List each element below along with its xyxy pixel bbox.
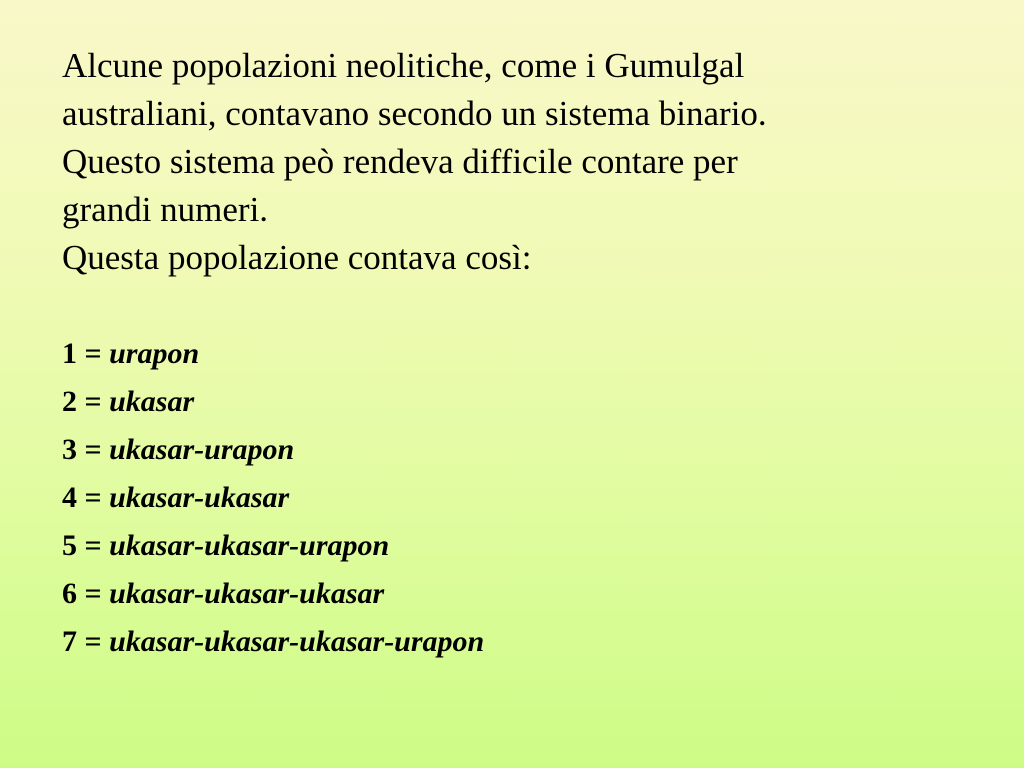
count-number: 6 = bbox=[62, 577, 102, 610]
count-row-7 bbox=[62, 618, 992, 666]
intro-line-3: Questo sistema peò rendeva difficile contare per bbox=[62, 142, 738, 181]
count-word: ukasar-ukasar-urapon bbox=[109, 529, 390, 562]
count-word: ukasar-ukasar-ukasar-urapon bbox=[109, 625, 485, 658]
count-word: ukasar bbox=[109, 385, 195, 418]
count-row-4 bbox=[62, 474, 992, 522]
count-number: 2 = bbox=[62, 385, 102, 418]
slide-content bbox=[62, 42, 992, 666]
count-number: 1 = bbox=[62, 337, 102, 370]
count-row-2 bbox=[62, 378, 992, 426]
count-number: 5 = bbox=[62, 529, 102, 562]
count-row-3 bbox=[62, 426, 992, 474]
count-row-5 bbox=[62, 522, 992, 570]
count-number: 7 = bbox=[62, 625, 102, 658]
count-number: 4 = bbox=[62, 481, 102, 514]
count-number: 3 = bbox=[62, 433, 102, 466]
count-row-6 bbox=[62, 570, 992, 618]
count-word: ukasar-ukasar-ukasar bbox=[109, 577, 385, 610]
count-word: ukasar-urapon bbox=[109, 433, 295, 466]
blank-line bbox=[62, 282, 992, 330]
intro-line-2: australiani, contavano secondo un sistema binario. bbox=[62, 94, 767, 133]
intro-line-5: Questa popolazione contava così: bbox=[62, 238, 532, 277]
count-row-1 bbox=[62, 330, 992, 378]
count-word: urapon bbox=[109, 337, 200, 370]
intro-line-4: grandi numeri. bbox=[62, 190, 269, 229]
intro-line-1: Alcune popolazioni neolitiche, come i Gumulgal bbox=[62, 46, 745, 85]
count-word: ukasar-ukasar bbox=[109, 481, 290, 514]
